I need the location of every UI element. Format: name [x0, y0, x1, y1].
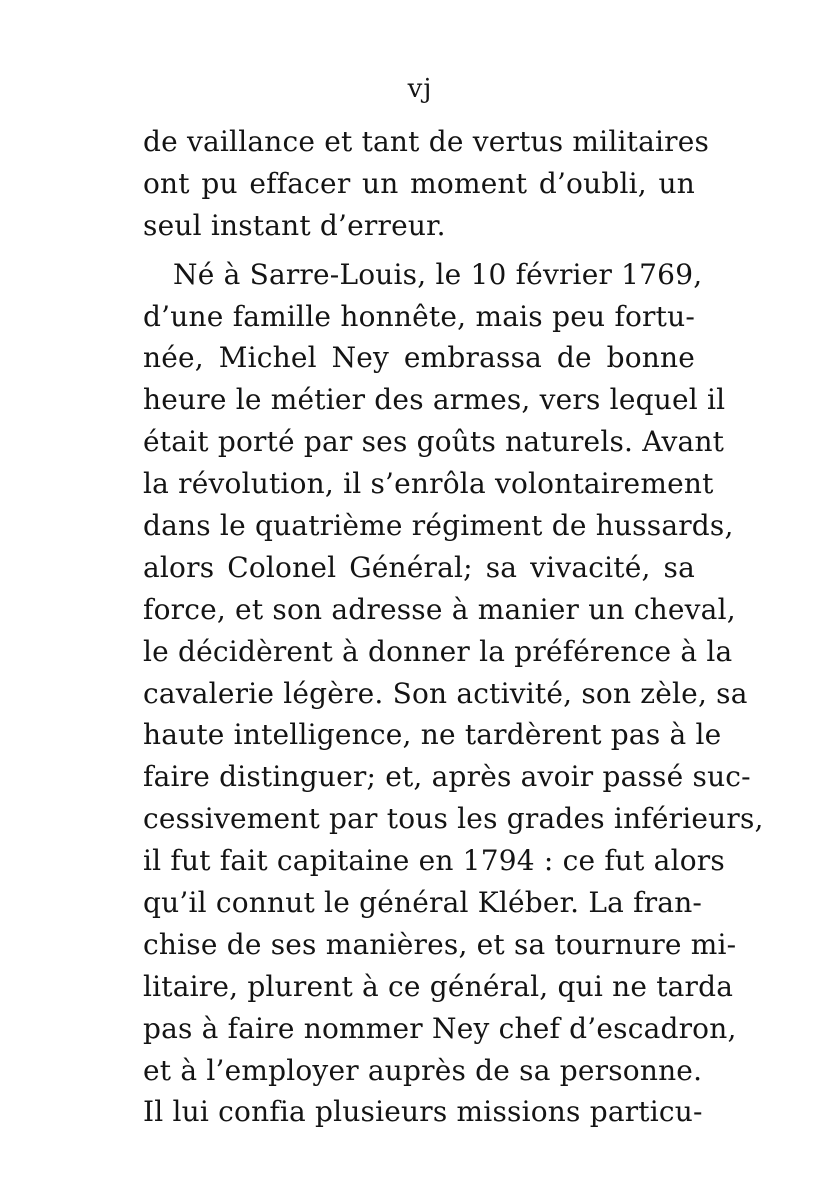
text-line: la révolution, il s’enrôla volontairement: [143, 467, 714, 501]
paragraph: [143, 254, 764, 1134]
text-line: Il lui confia plusieurs missions particu-: [143, 1095, 703, 1129]
text-line: litaire, plurent à ce général, qui ne tarda: [143, 969, 734, 1003]
text-line: il fut fait capitaine en 1794 : ce fut alors: [143, 844, 725, 878]
text-line: et à l’employer auprès de sa personne.: [143, 1053, 703, 1087]
page-number: vj: [407, 74, 433, 104]
body-text: [143, 121, 764, 1133]
text-line: pas à faire nommer Ney chef d’escadron,: [143, 1011, 737, 1045]
text-line: heure le métier des armes, vers lequel il: [143, 383, 726, 417]
text-line: cessivement par tous les grades inférieurs,: [143, 802, 764, 836]
text-line: dans le quatrième régiment de hussards,: [143, 509, 734, 543]
text-line: Né à Sarre-Louis, le 10 février 1769,: [173, 257, 703, 291]
text-line: était porté par ses goûts naturels. Avant: [143, 425, 725, 459]
text-line: d’une famille honnête, mais peu fortu-: [143, 299, 695, 333]
text-line: chise de ses manières, et sa tournure mi-: [143, 927, 737, 961]
text-line: qu’il connut le général Kléber. La fran-: [143, 886, 703, 920]
text-line: faire distinguer; et, après avoir passé suc-: [143, 760, 751, 794]
text-line: force, et son adresse à manier un cheval,: [143, 592, 736, 626]
text-line: alors Colonel Général; sa vivacité, sa: [143, 550, 695, 584]
text-line: seul instant d’erreur.: [143, 208, 446, 242]
paragraph-gap: [143, 247, 695, 254]
text-line: le décidèrent à donner la préférence à la: [143, 634, 733, 668]
text-line: née, Michel Ney embrassa de bonne: [143, 341, 695, 375]
text-line: de vaillance et tant de vertus militaires: [143, 125, 710, 158]
text-line: cavalerie légère. Son activité, son zèle, sa: [143, 676, 748, 710]
paragraph: [143, 121, 710, 247]
text-line: ont pu effacer un moment d’oubli, un: [143, 166, 695, 200]
text-line: haute intelligence, ne tardèrent pas à le: [143, 718, 722, 752]
